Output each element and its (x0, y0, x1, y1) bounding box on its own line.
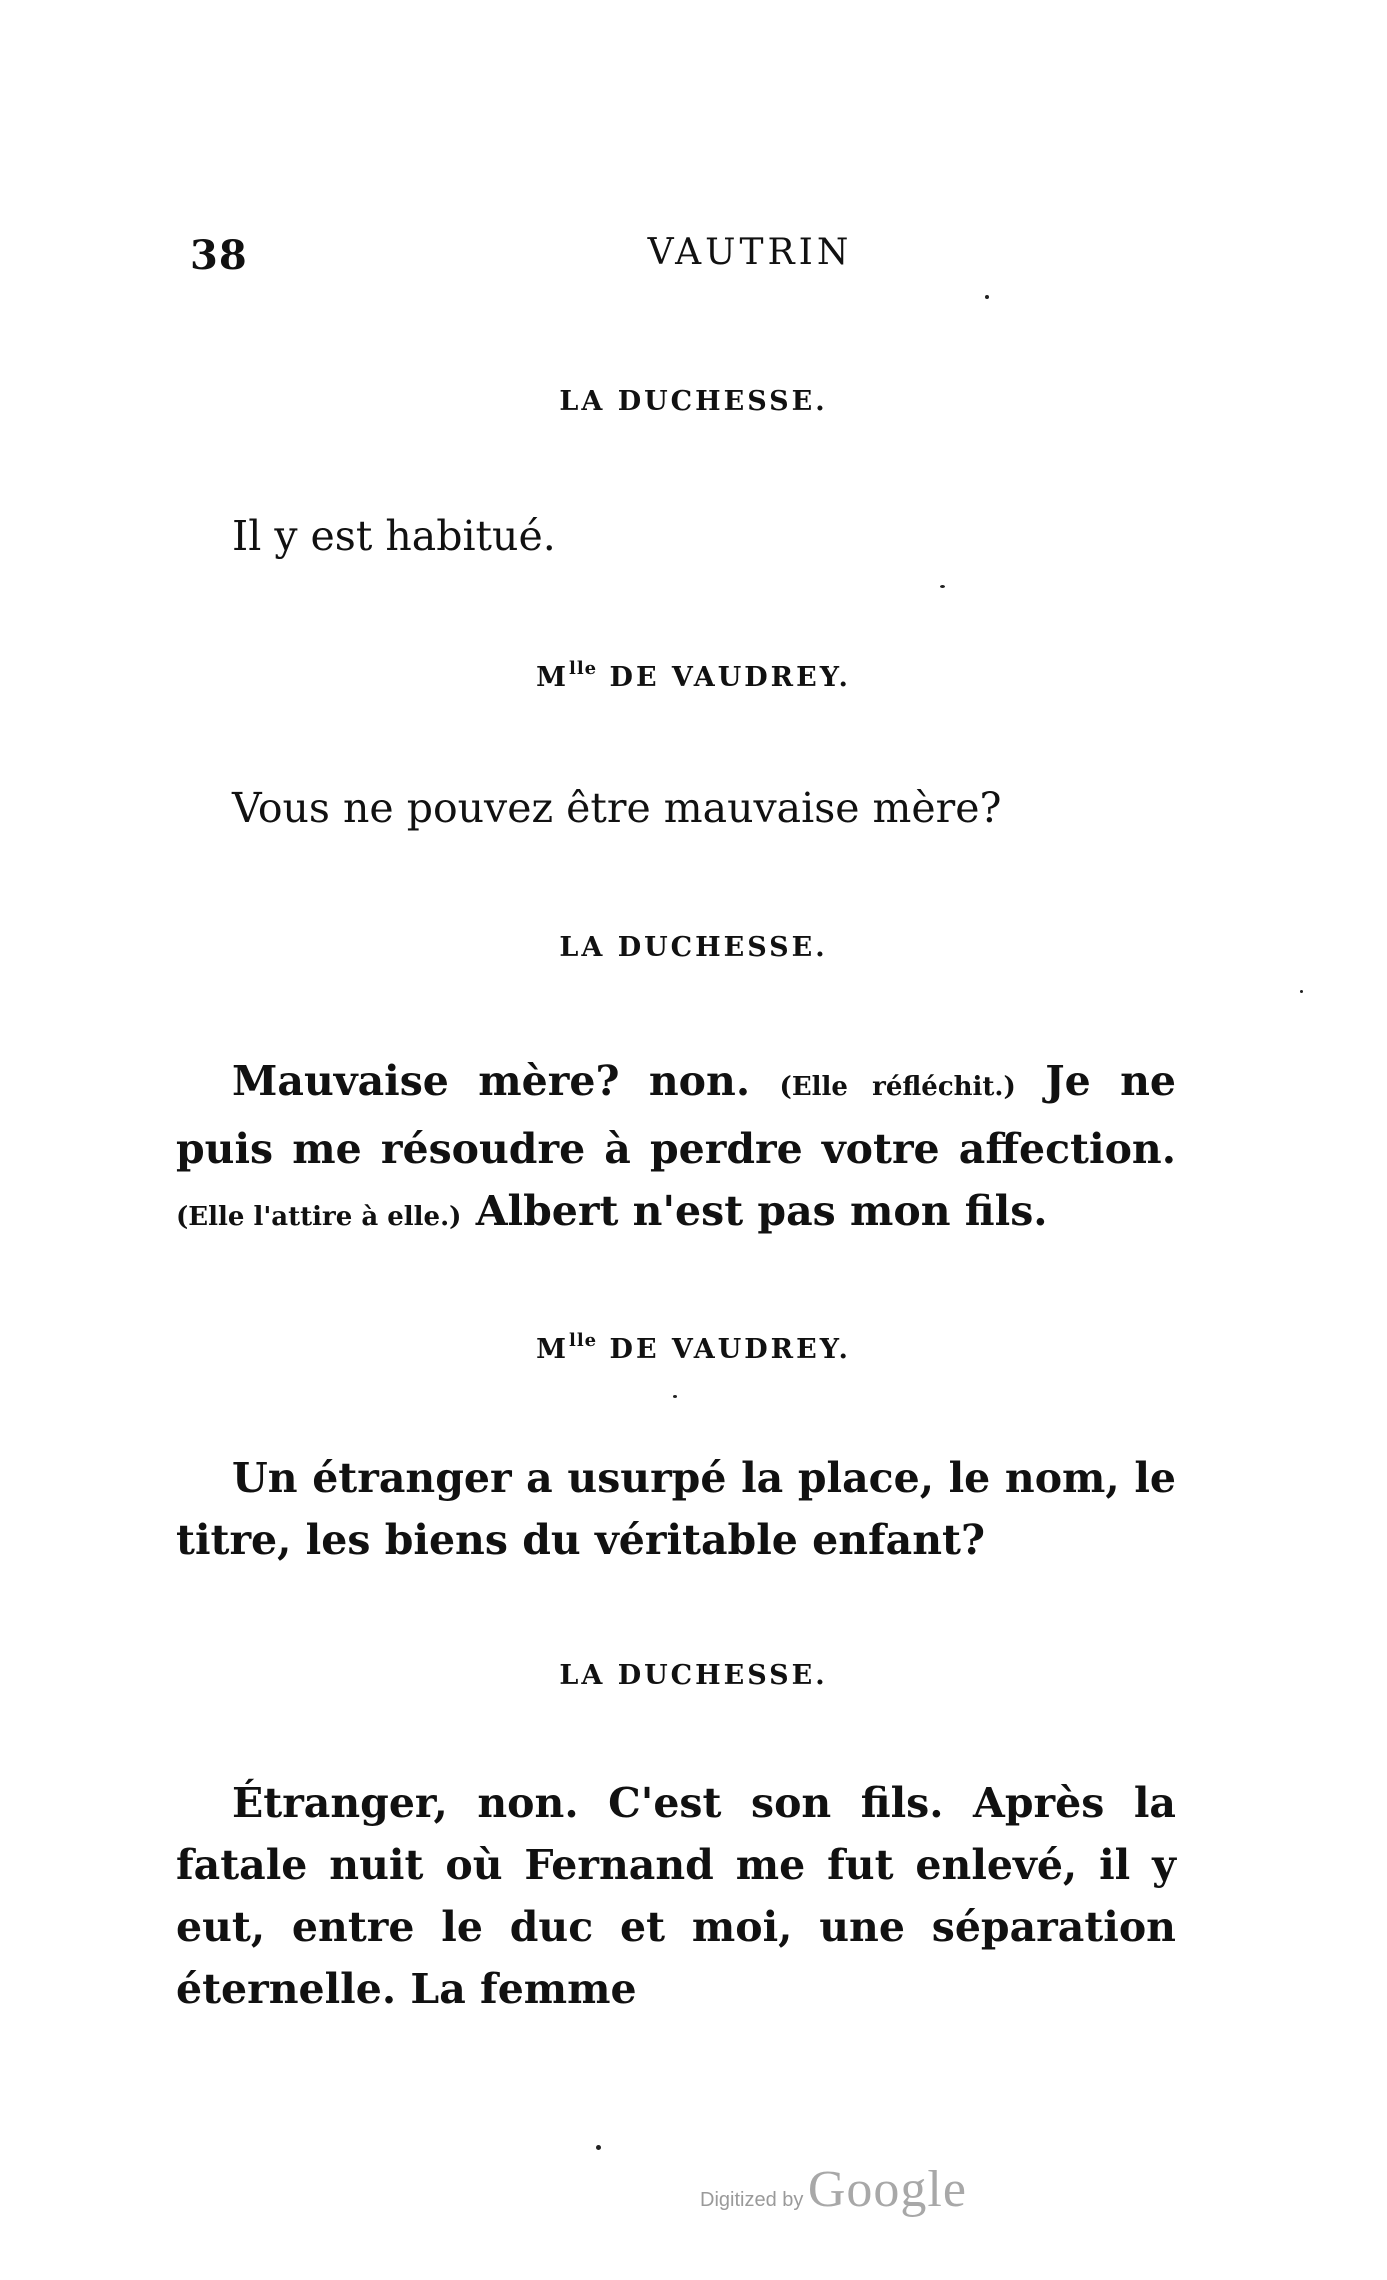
speech-text (176, 1050, 1176, 1248)
speech-text (176, 1447, 1176, 1571)
print-speck (673, 1395, 677, 1398)
page-number: 38 (190, 232, 248, 279)
print-speck (1300, 990, 1303, 993)
speaker-superscript: lle (568, 658, 598, 679)
running-head (190, 232, 1200, 292)
speech-text (176, 1772, 1176, 2020)
speech-line: Je ne puis me résoudre à perdre votre affection. (176, 1057, 1176, 1173)
print-speck (940, 585, 945, 588)
speech-line: Albert n'est pas mon fils. (461, 1187, 1048, 1235)
speaker-label (0, 658, 1387, 693)
speaker-label: LA DUCHESSE. (559, 1660, 828, 1691)
speaker-prefix: M (536, 1334, 569, 1365)
speech-line: Mauvaise mère? non. (232, 1057, 780, 1105)
speaker-name: DE VAUDREY. (597, 1334, 851, 1365)
speech-line: Un étranger a usurpé la place, le nom, le titre, les biens du véritable enfant? (176, 1454, 1176, 1564)
digitized-by-text: Digitized by (700, 2189, 804, 2211)
print-speck (596, 2145, 601, 2150)
speaker-superscript: lle (568, 1330, 598, 1351)
speech-line: Vous ne pouvez être mauvaise mère? (232, 784, 1002, 832)
speaker-label: LA DUCHESSE. (559, 932, 828, 963)
stage-direction: (Elle l'attire à elle.) (176, 1202, 462, 1232)
digitized-watermark (700, 2160, 967, 2219)
google-logo: Google (807, 2161, 967, 2218)
running-title: VAUTRIN (647, 232, 853, 273)
speech-line: Étranger, non. C'est son fils. Après la fatale nuit où Fernand me fut enlevé, il y eut, entre le duc et moi, une séparation éternelle. La femme (176, 1779, 1176, 2013)
speech-text (176, 777, 1176, 839)
speaker-label: LA DUCHESSE. (559, 386, 828, 417)
speech-text (176, 505, 1176, 567)
speaker-prefix: M (536, 662, 569, 693)
speaker-label (0, 1330, 1387, 1365)
stage-direction: (Elle réfléchit.) (779, 1072, 1016, 1102)
print-speck (985, 295, 989, 299)
speaker-name: DE VAUDREY. (597, 662, 851, 693)
speech-line: Il y est habitué. (232, 512, 556, 560)
